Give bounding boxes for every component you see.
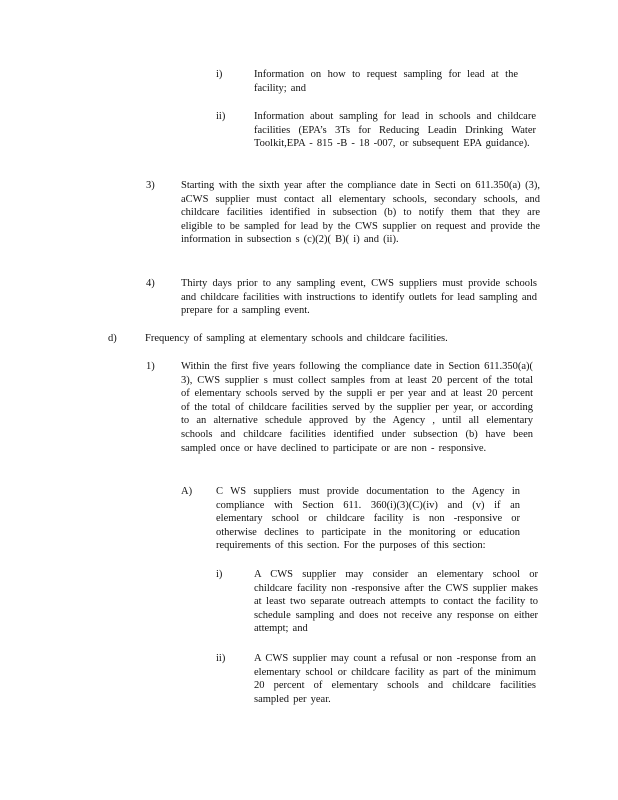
item-label: i) <box>216 569 223 580</box>
item-text: Frequency of sampling at elementary schools and childcare facilities. <box>145 333 448 344</box>
item-text: Starting with the sixth year after the compliance date in Secti on 611.350(a) (3), aCWS supplier must contact all elementary schools, secondary schools, and childcare facilities identified in subsection (b) to notify them that they are eligible to be sampled for lead by the CWS supplier on request and provide the information in subsection s (c)(2)( B)( i) and (ii). <box>181 180 540 246</box>
item-text: Information on how to request sampling for lead at the facility; and <box>254 69 518 94</box>
item-label: ii) <box>216 111 226 122</box>
item-label: ii) <box>216 653 226 664</box>
item-label: 1) <box>146 361 155 372</box>
item-label: i) <box>216 69 223 80</box>
item-label: A) <box>181 486 193 497</box>
item-label: d) <box>108 333 117 344</box>
item-text: A CWS supplier may count a refusal or non -response from an elementary school or childcare facility as part of the minimum 20 percent of elementary schools and childcare facilities sampled per year. <box>254 653 536 705</box>
item-text: Information about sampling for lead in schools and childcare facilities (EPA’s 3Ts for Reducing Leadin Drinking Water Toolkit,EPA - 815 -B - 18 -007, or subsequent EPA guidance). <box>254 111 536 150</box>
item-text: Thirty days prior to any sampling event, CWS suppliers must provide schools and childcare facilities with instructions to identify outlets for lead sampling and prepare for a sampling event. <box>181 278 537 317</box>
item-label: 4) <box>146 278 155 289</box>
item-label: 3) <box>146 180 155 191</box>
item-text: A CWS supplier may consider an elementary school or childcare facility non -responsive after the CWS supplier makes at least two separate outreach attempts to contact the facility to schedule sampling and does not receive any response on either attempt; and <box>254 569 538 635</box>
item-text: C WS suppliers must provide documentation to the Agency in compliance with Section 611. 360(i)(3)(C)(iv) and (v) if an elementary school or childcare facility is non -responsive or otherwise declines to participate in the monitoring or education requirements of this section. For the purposes of this section: <box>216 486 520 552</box>
item-text: Within the first five years following the compliance date in Section 611.350(a)( 3), CWS supplier s must collect samples from at least 20 percent of the total of elementary schools served by the suppli er per year and at least 20 percent of the total of childcare facilities served by the supplier per year, or according to an alternative schedule approved by the Agency , until all elementary schools and childcare facilities identified under subsection (b) have been sampled once or have declined to participate or are non - responsive. <box>181 361 533 454</box>
